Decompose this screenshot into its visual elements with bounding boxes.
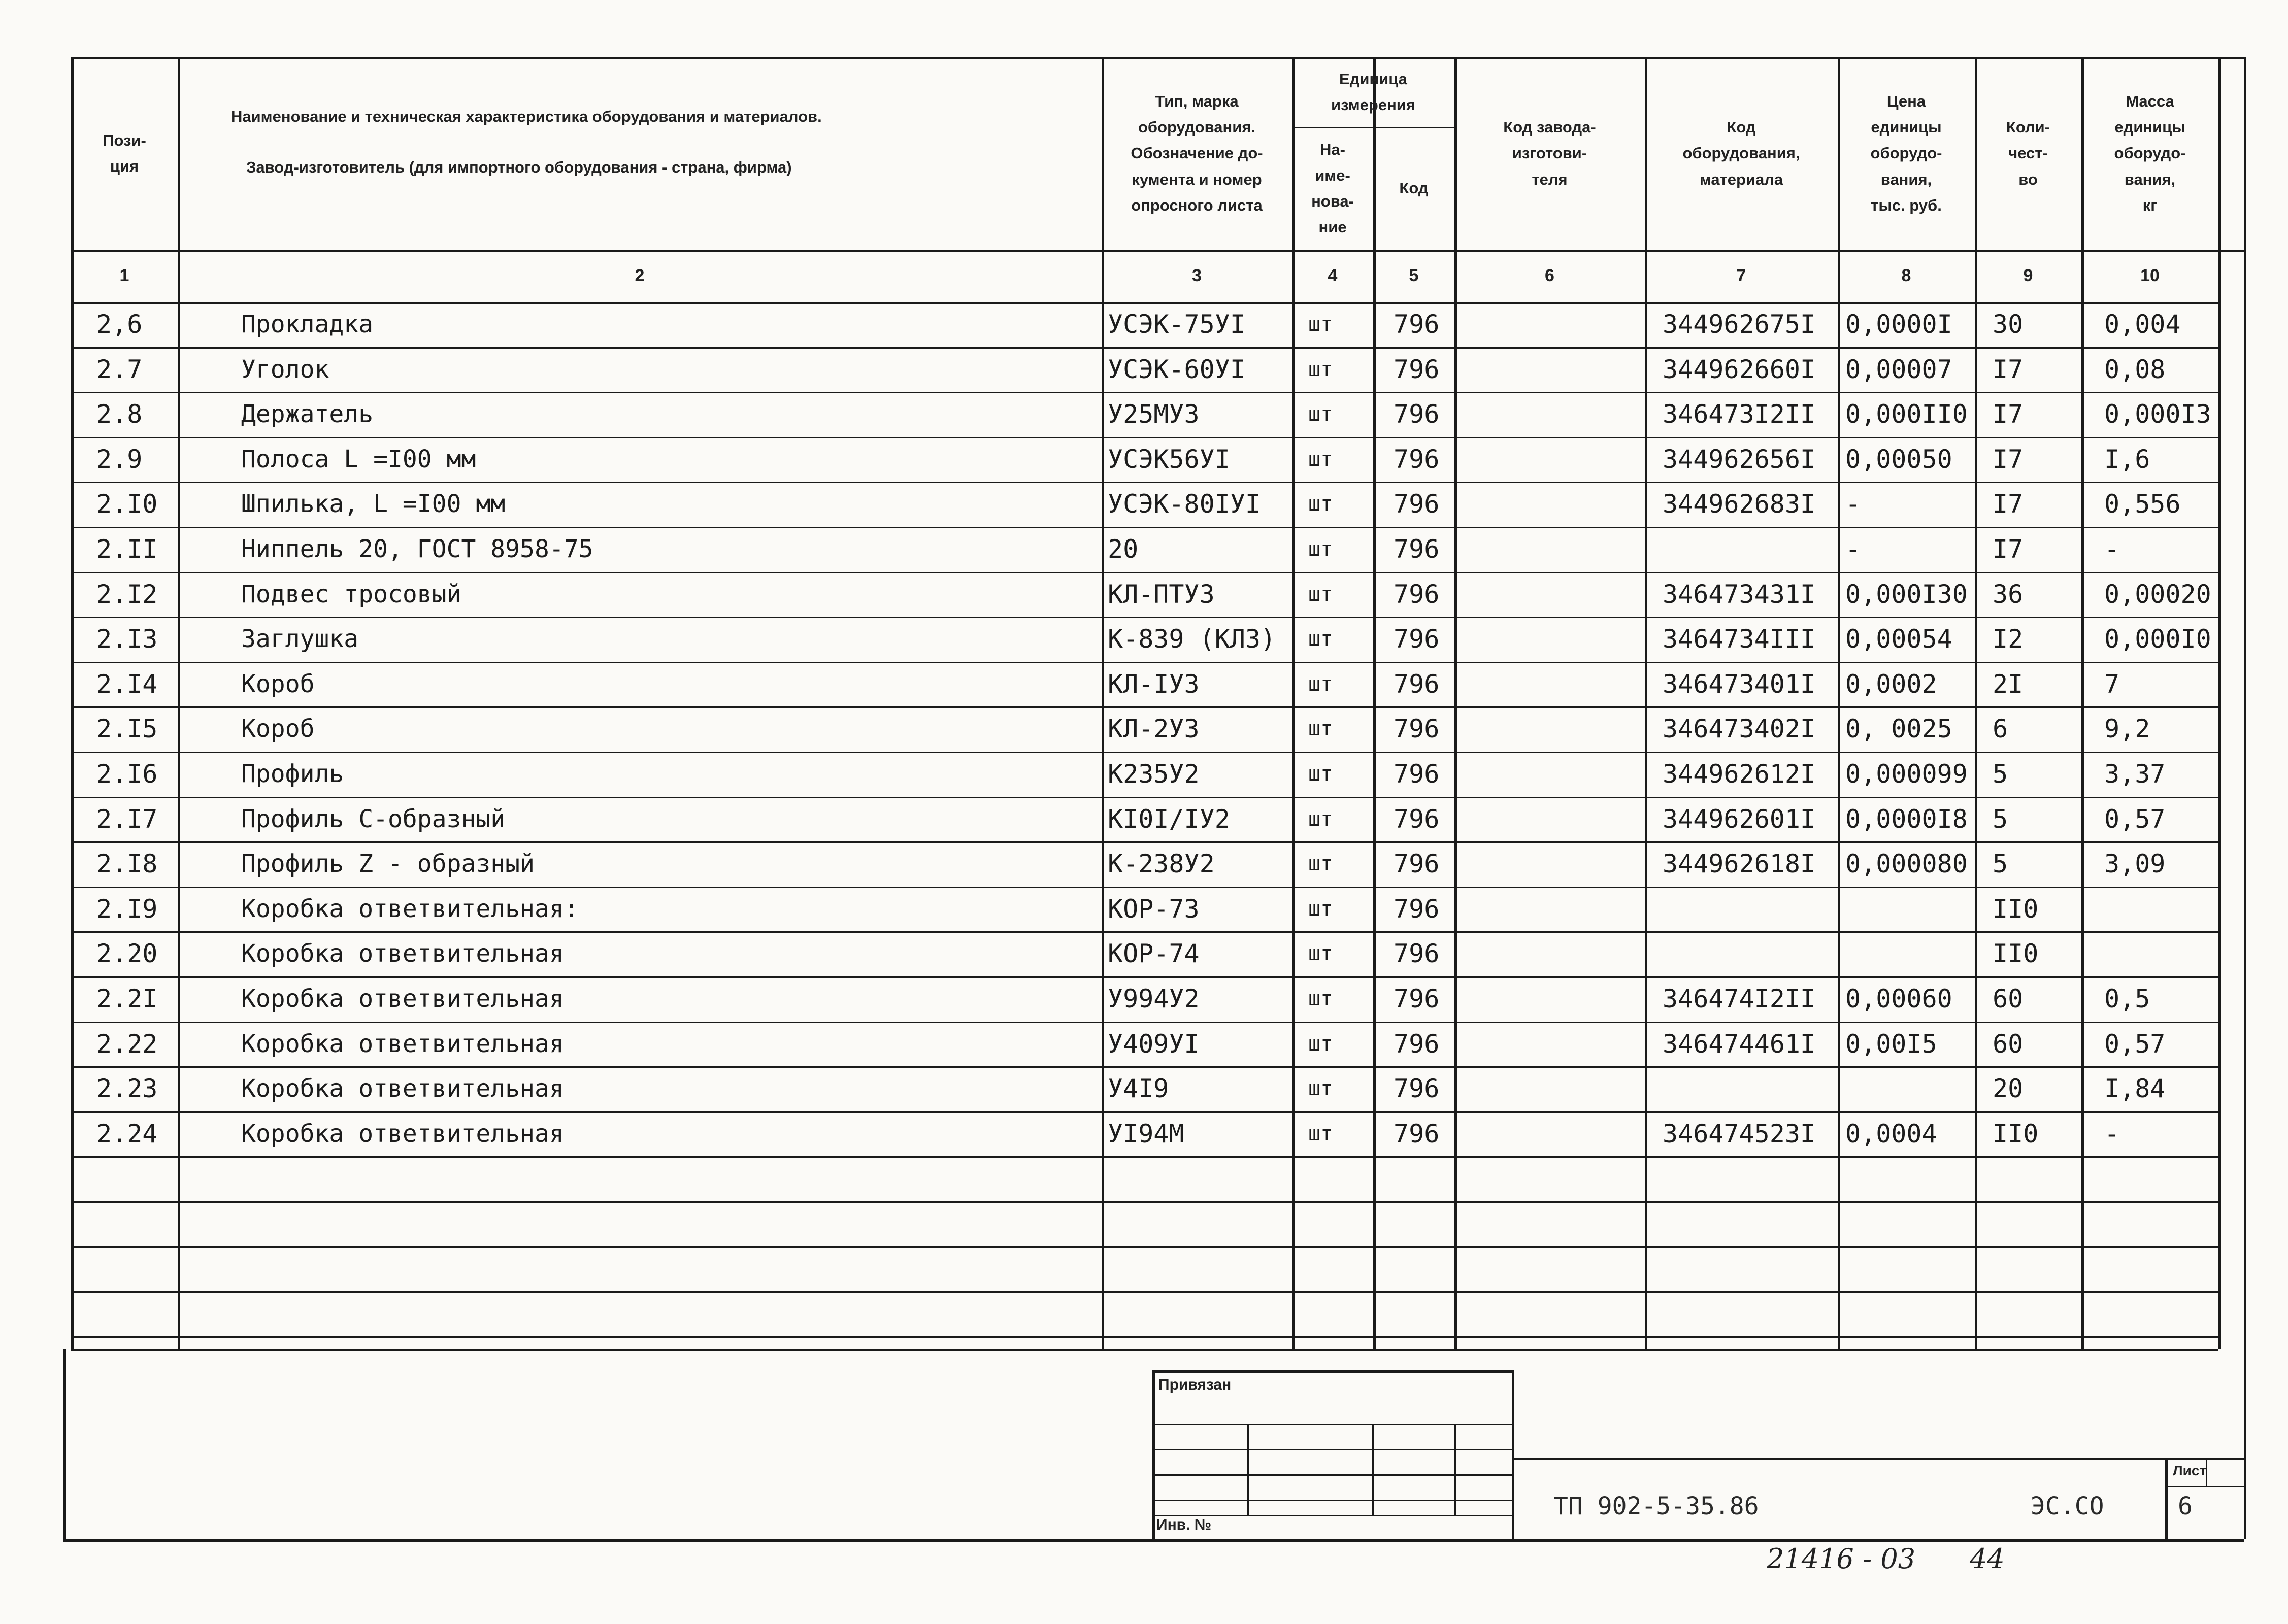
cell-equipment-code: 344962683I bbox=[1663, 489, 1816, 519]
cell-quantity: II0 bbox=[1993, 939, 2039, 968]
cell-unit: шт bbox=[1308, 537, 1333, 561]
frame-bottom bbox=[63, 1539, 2244, 1542]
cell-mass: 3,37 bbox=[2104, 759, 2166, 789]
cell-mass: 7 bbox=[2104, 669, 2120, 699]
column-number: 8 bbox=[1901, 266, 1911, 285]
cell-name: Полоса L =I00 мм bbox=[241, 445, 476, 473]
row-line bbox=[71, 437, 2218, 438]
sheet-box-split bbox=[2165, 1486, 2244, 1487]
cell-position: 2.I0 bbox=[96, 489, 158, 519]
header-unit-name: На- име- нова- ние bbox=[1311, 140, 1354, 236]
stamp-line bbox=[1152, 1474, 1512, 1476]
row-line bbox=[71, 1291, 2218, 1293]
cell-equipment-code: 344962675I bbox=[1663, 310, 1816, 339]
cell-unit: шт bbox=[1308, 942, 1333, 965]
cell-unit: шт bbox=[1308, 627, 1333, 651]
cell-unit-code: 796 bbox=[1394, 1029, 1440, 1059]
cell-price: 0,00007 bbox=[1845, 355, 1952, 384]
cell-position: 2.I3 bbox=[96, 624, 158, 654]
cell-price: - bbox=[1845, 534, 1861, 564]
cell-type: УСЭК-75УI bbox=[1108, 310, 1245, 339]
cell-type: КЛ-ПТУЗ bbox=[1108, 580, 1215, 609]
cell-unit-code: 796 bbox=[1394, 804, 1440, 834]
cell-quantity: 60 bbox=[1993, 1029, 2024, 1059]
cell-position: 2.23 bbox=[96, 1074, 158, 1103]
cell-equipment-code bbox=[1663, 1068, 1835, 1109]
cell-name: Ниппель 20, ГОСТ 8958-75 bbox=[241, 535, 593, 563]
cell-unit: шт bbox=[1308, 852, 1333, 875]
cell-type: УI94М bbox=[1108, 1119, 1184, 1148]
column-number: 6 bbox=[1545, 266, 1554, 285]
stamp-divider bbox=[1454, 1424, 1456, 1515]
row-line bbox=[71, 482, 2218, 483]
cell-mass: 0,57 bbox=[2104, 804, 2166, 834]
cell-factory-code bbox=[1461, 843, 1643, 884]
frame-left-lower bbox=[63, 1349, 66, 1539]
cell-factory-code bbox=[1461, 439, 1643, 480]
row-line bbox=[71, 392, 2218, 393]
row-line bbox=[71, 527, 2218, 528]
cell-unit-code: 796 bbox=[1394, 534, 1440, 564]
cell-unit-code: 796 bbox=[1394, 399, 1440, 429]
cell-mass bbox=[2104, 933, 2216, 974]
cell-type: УСЭК-80IУI bbox=[1108, 489, 1261, 519]
cell-unit-code: 796 bbox=[1394, 355, 1440, 384]
cell-type: У4I9 bbox=[1108, 1074, 1169, 1103]
cell-price: - bbox=[1845, 489, 1861, 519]
cell-price bbox=[1845, 889, 1972, 929]
cell-type: К-238У2 bbox=[1108, 849, 1215, 878]
cell-name: Коробка ответвительная: bbox=[241, 895, 579, 923]
cell-quantity: 60 bbox=[1993, 984, 2024, 1013]
cell-unit: шт bbox=[1308, 1122, 1333, 1145]
row-line bbox=[71, 1201, 2218, 1203]
cell-equipment-code bbox=[1663, 529, 1835, 569]
cell-equipment-code: 344962656I bbox=[1663, 445, 1816, 474]
column-number: 5 bbox=[1409, 266, 1419, 285]
cell-name: Профиль С-образный bbox=[241, 805, 506, 833]
cell-position: 2.I2 bbox=[96, 580, 158, 609]
cell-price: 0,000080 bbox=[1845, 849, 1968, 878]
header-mass: Масса единицы оборудо- вания, кг bbox=[2114, 92, 2186, 214]
cell-name: Профиль bbox=[241, 760, 344, 788]
cell-price: 0,000099 bbox=[1845, 759, 1968, 789]
cell-factory-code bbox=[1461, 619, 1643, 659]
cell-factory-code bbox=[1461, 754, 1643, 794]
cell-quantity: 36 bbox=[1993, 580, 2024, 609]
cell-type: К235У2 bbox=[1108, 759, 1200, 789]
cell-factory-code bbox=[1461, 933, 1643, 974]
cell-mass: I,6 bbox=[2104, 445, 2150, 474]
cell-quantity: I7 bbox=[1993, 534, 2024, 564]
cell-price: 0,000II0 bbox=[1845, 399, 1968, 429]
cell-factory-code bbox=[1461, 708, 1643, 749]
cell-type: КОР-74 bbox=[1108, 939, 1200, 968]
cell-price: 0,0004 bbox=[1845, 1119, 1937, 1148]
cell-price bbox=[1845, 933, 1972, 974]
cell-name: Коробка ответвительная bbox=[241, 1030, 564, 1058]
cell-name: Короб bbox=[241, 715, 315, 743]
header-equipment-code: Код оборудования, материала bbox=[1682, 118, 1800, 188]
title-block-top bbox=[1512, 1458, 2244, 1460]
stamp-divider bbox=[1247, 1424, 1249, 1515]
row-line bbox=[71, 706, 2218, 708]
row-line bbox=[71, 662, 2218, 663]
header-factory-code: Код завода- изготови- теля bbox=[1503, 118, 1596, 188]
row-line bbox=[71, 976, 2218, 978]
column-number: 3 bbox=[1192, 266, 1202, 285]
cell-mass: 0,5 bbox=[2104, 984, 2150, 1013]
cell-type: КЛ-IУЗ bbox=[1108, 669, 1200, 699]
cell-unit: шт bbox=[1308, 717, 1333, 740]
header-unit-code: Код bbox=[1399, 179, 1429, 197]
cell-name: Коробка ответвительная bbox=[241, 939, 564, 968]
stamp-divider bbox=[1372, 1424, 1374, 1515]
cell-factory-code bbox=[1461, 574, 1643, 615]
cell-unit-code: 796 bbox=[1394, 894, 1440, 924]
column-number: 10 bbox=[2140, 266, 2160, 285]
stamp-bound-label: Привязан bbox=[1158, 1376, 1232, 1393]
cell-equipment-code bbox=[1663, 889, 1835, 929]
cell-quantity: 6 bbox=[1993, 714, 2008, 743]
cell-type: У994У2 bbox=[1108, 984, 1200, 1013]
row-line bbox=[71, 1066, 2218, 1068]
cell-position: 2.II bbox=[96, 534, 158, 564]
header-unit: Единица измерения bbox=[1331, 70, 1415, 114]
row-line bbox=[71, 572, 2218, 573]
cell-name: Уголок bbox=[241, 355, 329, 384]
stamp-left bbox=[1152, 1370, 1155, 1539]
sheet-number: 6 bbox=[2178, 1492, 2193, 1520]
cell-mass: I,84 bbox=[2104, 1074, 2166, 1103]
cell-unit-code: 796 bbox=[1394, 714, 1440, 743]
row-line bbox=[71, 841, 2218, 843]
sheet-label: Лист bbox=[2173, 1463, 2207, 1478]
cell-position: 2.24 bbox=[96, 1119, 158, 1148]
row-line bbox=[71, 797, 2218, 798]
cell-equipment-code: 346473402I bbox=[1663, 714, 1816, 743]
header-type: Тип, марка оборудования. Обозначение до- кумента и номер опросного листа bbox=[1131, 92, 1263, 214]
cell-quantity: 5 bbox=[1993, 849, 2008, 878]
frame-right bbox=[2244, 57, 2246, 1539]
cell-unit: шт bbox=[1308, 897, 1333, 921]
cell-mass: 0,000I0 bbox=[2104, 624, 2211, 654]
stamp-line bbox=[1152, 1449, 1512, 1450]
cell-position: 2,6 bbox=[96, 310, 143, 339]
cell-type: У409УI bbox=[1108, 1029, 1200, 1059]
cell-unit-code: 796 bbox=[1394, 984, 1440, 1013]
cell-type: КОР-73 bbox=[1108, 894, 1200, 924]
cell-equipment-code: 346474461I bbox=[1663, 1029, 1816, 1059]
cell-name: Короб bbox=[241, 670, 315, 698]
cell-quantity: II0 bbox=[1993, 894, 2039, 924]
cell-equipment-code: 346474523I bbox=[1663, 1119, 1816, 1148]
cell-factory-code bbox=[1461, 1024, 1643, 1064]
cell-position: 2.I4 bbox=[96, 669, 158, 699]
header-price: Цена единицы оборудо- вания, тыс. руб. bbox=[1870, 92, 1942, 214]
document-number: ТП 902-5-35.86 bbox=[1553, 1492, 1759, 1520]
cell-mass bbox=[2104, 889, 2216, 929]
cell-unit-code: 796 bbox=[1394, 759, 1440, 789]
cell-equipment-code: 346473401I bbox=[1663, 669, 1816, 699]
cell-equipment-code: 3464734III bbox=[1663, 624, 1816, 654]
cell-name: Профиль Z - образный bbox=[241, 850, 535, 878]
cell-quantity: I7 bbox=[1993, 489, 2024, 519]
cell-unit-code: 796 bbox=[1394, 624, 1440, 654]
cell-position: 2.8 bbox=[96, 399, 143, 429]
cell-factory-code bbox=[1461, 304, 1643, 345]
cell-name: Заглушка bbox=[241, 625, 359, 653]
cell-quantity: 2I bbox=[1993, 669, 2024, 699]
cell-name: Держатель bbox=[241, 400, 374, 428]
column-number: 2 bbox=[635, 266, 645, 285]
cell-unit-code: 796 bbox=[1394, 310, 1440, 339]
cell-mass: 3,09 bbox=[2104, 849, 2166, 878]
cell-unit-code: 796 bbox=[1394, 1074, 1440, 1103]
cell-mass: - bbox=[2104, 1119, 2120, 1148]
section-code: ЭС.СО bbox=[2031, 1492, 2104, 1520]
cell-price bbox=[1845, 1068, 1972, 1109]
cell-factory-code bbox=[1461, 799, 1643, 839]
cell-quantity: I7 bbox=[1993, 355, 2024, 384]
cell-unit-code: 796 bbox=[1394, 849, 1440, 878]
cell-unit: шт bbox=[1308, 987, 1333, 1010]
cell-unit: шт bbox=[1308, 313, 1333, 336]
row-line bbox=[71, 1156, 2218, 1158]
cell-equipment-code: 346474I2II bbox=[1663, 984, 1816, 1013]
header-position: Пози- ция bbox=[103, 131, 146, 175]
cell-price: 0,0002 bbox=[1845, 669, 1937, 699]
cell-position: 2.7 bbox=[96, 355, 143, 384]
cell-position: 2.I5 bbox=[96, 714, 158, 743]
cell-type: КI0I/IУ2 bbox=[1108, 804, 1230, 834]
cell-price: 0,00050 bbox=[1845, 445, 1952, 474]
row-line bbox=[71, 752, 2218, 753]
cell-position: 2.I6 bbox=[96, 759, 158, 789]
cell-quantity: I7 bbox=[1993, 399, 2024, 429]
cell-equipment-code: 344962618I bbox=[1663, 849, 1816, 878]
cell-factory-code bbox=[1461, 484, 1643, 524]
header-name-line1: Наименование и техническая характеристика оборудования и материалов. bbox=[231, 108, 822, 126]
cell-position: 2.9 bbox=[96, 445, 143, 474]
cell-unit-code: 796 bbox=[1394, 669, 1440, 699]
column-number: 4 bbox=[1328, 266, 1338, 285]
cell-mass: 0,556 bbox=[2104, 489, 2181, 519]
cell-factory-code bbox=[1461, 1113, 1643, 1154]
cell-equipment-code: 346473431I bbox=[1663, 580, 1816, 609]
cell-unit-code: 796 bbox=[1394, 580, 1440, 609]
cell-type: У25МУЗ bbox=[1108, 399, 1200, 429]
cell-position: 2.I8 bbox=[96, 849, 158, 878]
handwritten-page: 44 bbox=[1970, 1543, 2005, 1575]
cell-factory-code bbox=[1461, 529, 1643, 569]
cell-unit: шт bbox=[1308, 358, 1333, 381]
cell-price: 0,00054 bbox=[1845, 624, 1952, 654]
cell-mass: - bbox=[2104, 534, 2120, 564]
stamp-right bbox=[1512, 1370, 1514, 1539]
header-quantity: Коли- чест- во bbox=[2006, 118, 2050, 188]
cell-type: КЛ-2УЗ bbox=[1108, 714, 1200, 743]
cell-equipment-code bbox=[1663, 933, 1835, 974]
column-divider bbox=[2218, 57, 2221, 1349]
header-name-line2: Завод-изготовитель (для импортного оборудования - страна, фирма) bbox=[246, 158, 792, 177]
cell-equipment-code: 344962612I bbox=[1663, 759, 1816, 789]
stamp-inv-label: Инв. № bbox=[1156, 1516, 1212, 1533]
cell-position: 2.I7 bbox=[96, 804, 158, 834]
archive-number: 21416 - 03 bbox=[1767, 1543, 1916, 1575]
row-line bbox=[71, 347, 2218, 349]
stamp-line bbox=[1152, 1424, 1512, 1425]
cell-name: Коробка ответвительная bbox=[241, 985, 564, 1013]
cell-price: 0,00I5 bbox=[1845, 1029, 1937, 1059]
row-line bbox=[71, 1111, 2218, 1113]
cell-name: Коробка ответвительная bbox=[241, 1074, 564, 1103]
cell-price: 0,0000I8 bbox=[1845, 804, 1968, 834]
cell-factory-code bbox=[1461, 664, 1643, 704]
cell-position: 2.I9 bbox=[96, 894, 158, 924]
stamp-line bbox=[1152, 1500, 1512, 1501]
cell-price: 0,000I30 bbox=[1845, 580, 1968, 609]
cell-unit: шт bbox=[1308, 1077, 1333, 1100]
cell-unit: шт bbox=[1308, 448, 1333, 471]
column-number: 7 bbox=[1736, 266, 1746, 285]
cell-type: УСЭК-60УI bbox=[1108, 355, 1245, 384]
cell-unit: шт bbox=[1308, 583, 1333, 606]
row-line bbox=[71, 1246, 2218, 1248]
cell-equipment-code: 344962601I bbox=[1663, 804, 1816, 834]
cell-name: Подвес тросовый bbox=[241, 580, 461, 608]
column-number: 9 bbox=[2023, 266, 2033, 285]
stamp-top bbox=[1152, 1370, 1512, 1373]
cell-unit: шт bbox=[1308, 672, 1333, 696]
cell-factory-code bbox=[1461, 978, 1643, 1019]
row-line bbox=[71, 617, 2218, 618]
cell-mass: 0,08 bbox=[2104, 355, 2166, 384]
cell-unit-code: 796 bbox=[1394, 939, 1440, 968]
cell-mass: 9,2 bbox=[2104, 714, 2150, 743]
cell-quantity: II0 bbox=[1993, 1119, 2039, 1148]
cell-unit: шт bbox=[1308, 807, 1333, 831]
cell-unit-code: 796 bbox=[1394, 1119, 1440, 1148]
cell-position: 2.22 bbox=[96, 1029, 158, 1059]
cell-price: 0, 0025 bbox=[1845, 714, 1952, 743]
cell-position: 2.2I bbox=[96, 984, 158, 1013]
cell-position: 2.20 bbox=[96, 939, 158, 968]
cell-factory-code bbox=[1461, 349, 1643, 390]
cell-factory-code bbox=[1461, 394, 1643, 434]
cell-unit: шт bbox=[1308, 402, 1333, 426]
cell-type: К-839 (КЛЗ) bbox=[1108, 624, 1276, 654]
cell-equipment-code: 344962660I bbox=[1663, 355, 1816, 384]
cell-quantity: 5 bbox=[1993, 759, 2008, 789]
cell-name: Прокладка bbox=[241, 310, 374, 339]
cell-factory-code bbox=[1461, 889, 1643, 929]
cell-name: Коробка ответвительная bbox=[241, 1120, 564, 1148]
cell-quantity: 30 bbox=[1993, 310, 2024, 339]
cell-quantity: I7 bbox=[1993, 445, 2024, 474]
column-number: 1 bbox=[119, 266, 129, 285]
cell-unit: шт bbox=[1308, 762, 1333, 786]
cell-factory-code bbox=[1461, 1068, 1643, 1109]
cell-price: 0,00060 bbox=[1845, 984, 1952, 1013]
cell-type: 20 bbox=[1108, 534, 1139, 564]
cell-mass: 0,004 bbox=[2104, 310, 2181, 339]
cell-quantity: 5 bbox=[1993, 804, 2008, 834]
cell-unit: шт bbox=[1308, 492, 1333, 516]
cell-quantity: 20 bbox=[1993, 1074, 2024, 1103]
cell-unit-code: 796 bbox=[1394, 445, 1440, 474]
row-line bbox=[71, 1336, 2218, 1338]
row-line bbox=[71, 887, 2218, 888]
table-bottom-line bbox=[71, 1349, 2218, 1351]
cell-unit: шт bbox=[1308, 1032, 1333, 1056]
cell-quantity: I2 bbox=[1993, 624, 2024, 654]
cell-price: 0,0000I bbox=[1845, 310, 1952, 339]
row-line bbox=[71, 1022, 2218, 1023]
sheet-box-left bbox=[2165, 1458, 2168, 1539]
cell-mass: 0,57 bbox=[2104, 1029, 2166, 1059]
cell-type: УСЭК56УI bbox=[1108, 445, 1230, 474]
cell-mass: 0,00020 bbox=[2104, 580, 2211, 609]
cell-unit-code: 796 bbox=[1394, 489, 1440, 519]
cell-equipment-code: 346473I2II bbox=[1663, 399, 1816, 429]
cell-name: Шпилька, L =I00 мм bbox=[241, 490, 506, 518]
cell-mass: 0,000I3 bbox=[2104, 399, 2211, 429]
row-line bbox=[71, 931, 2218, 933]
